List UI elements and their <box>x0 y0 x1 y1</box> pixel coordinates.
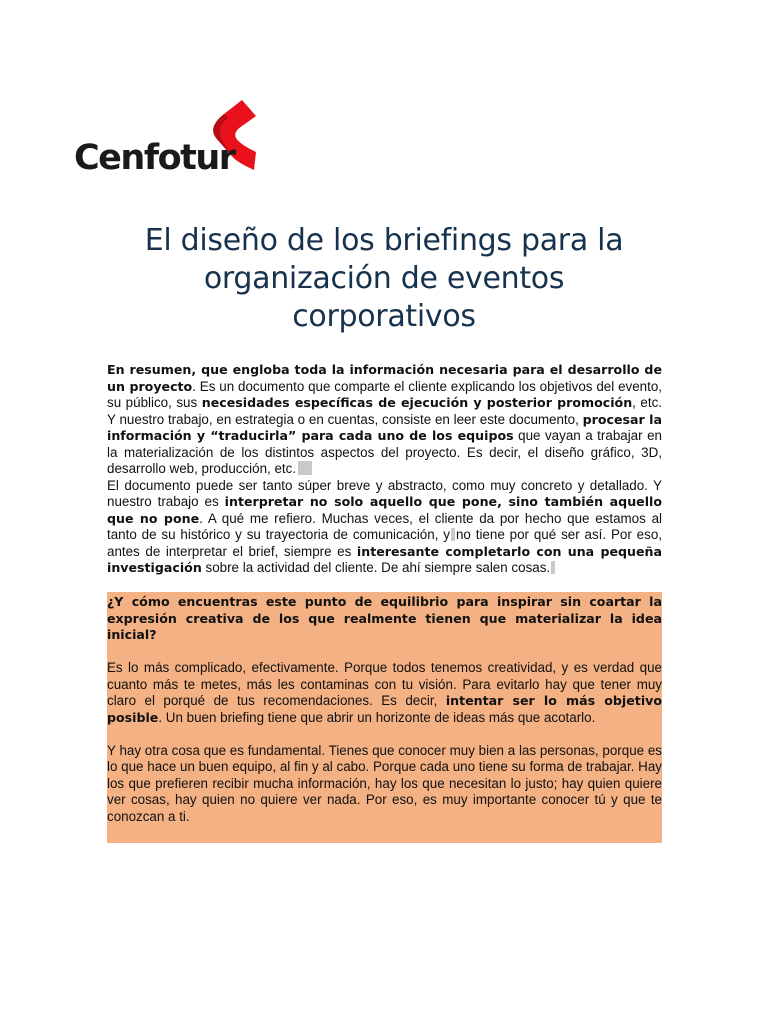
answer-1-bold: intentar ser lo más objetivo posible <box>107 693 662 725</box>
intro-paragraph <box>107 362 662 478</box>
intro-bold-2: necesidades específicas de ejecución y posterior promoción <box>201 395 633 410</box>
second-bold-2: interesante completarlo con una pequeña investigación <box>107 543 662 575</box>
title-line-1: El diseño de los briefings para la <box>144 223 624 258</box>
title-line-3: corporativos <box>292 299 476 334</box>
second-text-3: no tiene por qué ser así. Por eso, antes de interpretar el brief, siempre es <box>107 527 662 559</box>
intro-bold-3: procesar la información y “traducirla” para cada uno de los equipos <box>107 411 662 443</box>
second-text-4: sobre la actividad del cliente. De ahí siempre salen cosas. <box>201 560 551 575</box>
second-bold-1: interpretar no solo aquello que pone, sino también aquello que no pone <box>107 494 662 526</box>
answer-1-text-1: Es lo más complicado, efectivamente. Porque todos tenemos creatividad, y es verdad que cuanto más te metes, más les contaminas con tu visión. Para evitarlo hay que tener muy claro el porqué de tus recomendaciones. Es decir, <box>107 660 662 708</box>
document-title <box>110 222 658 336</box>
cenfotur-wordmark: Cenfotur <box>74 138 235 178</box>
second-text-1: El documento puede ser tanto súper breve y abstracto, como muy concreto y detallado. Y nuestro trabajo es <box>107 477 662 509</box>
interview-block <box>107 594 662 825</box>
intro-bold-1: En resumen, que engloba toda la información necesaria para el desarrollo de un proyecto <box>107 362 662 394</box>
intro-text-2: , etc. Y nuestro trabajo, en estrategia o en cuentas, consiste en leer este documento, <box>107 395 663 427</box>
text-cursor-end-icon <box>551 561 555 574</box>
body-text <box>107 362 662 577</box>
answer-paragraph-1 <box>107 660 662 726</box>
answer-1-text-2: . Un buen briefing tiene que abrir un horizonte de ideas más que acotarlo. <box>158 709 596 725</box>
second-paragraph <box>107 478 662 577</box>
answer-paragraph-2: Y hay otra cosa que es fundamental. Tienes que conocer muy bien a las personas, porque es lo que hace un buen equipo, al fin y al cabo. Porque cada uno tiene su forma de trabajar. Hay los que prefieren recibir mucha información, hay los que necesitan lo justo; hay quien quiere ver cosas, hay quien no quiere ver nada. Por eso, es muy importante conocer tú y que te conozcan a ti. <box>107 742 662 824</box>
title-line-2: organización de eventos <box>203 261 565 296</box>
second-text-2: . A qué me refiero. Muchas veces, el cliente da por hecho que estamos al tanto de su histórico y su trayectoria de comunicación, y <box>107 510 662 542</box>
paragraph-mark-icon <box>298 461 312 475</box>
text-cursor-icon <box>451 528 455 541</box>
interview-question <box>107 594 662 644</box>
question-text: ¿Y cómo encuentras este punto de equilibrio para inspirar sin coartar la expresión creativa de los que realmente tienen que materializar la idea inicial? <box>107 594 662 642</box>
intro-text-1: . Es un documento que comparte el cliente explicando los objetivos del evento, su público, sus <box>107 378 662 410</box>
intro-text-3: que vayan a trabajar en la materialización de los distintos aspectos del proyecto. Es decir, el diseño gráfico, 3D, desarrollo web, producción, etc. <box>107 428 662 476</box>
